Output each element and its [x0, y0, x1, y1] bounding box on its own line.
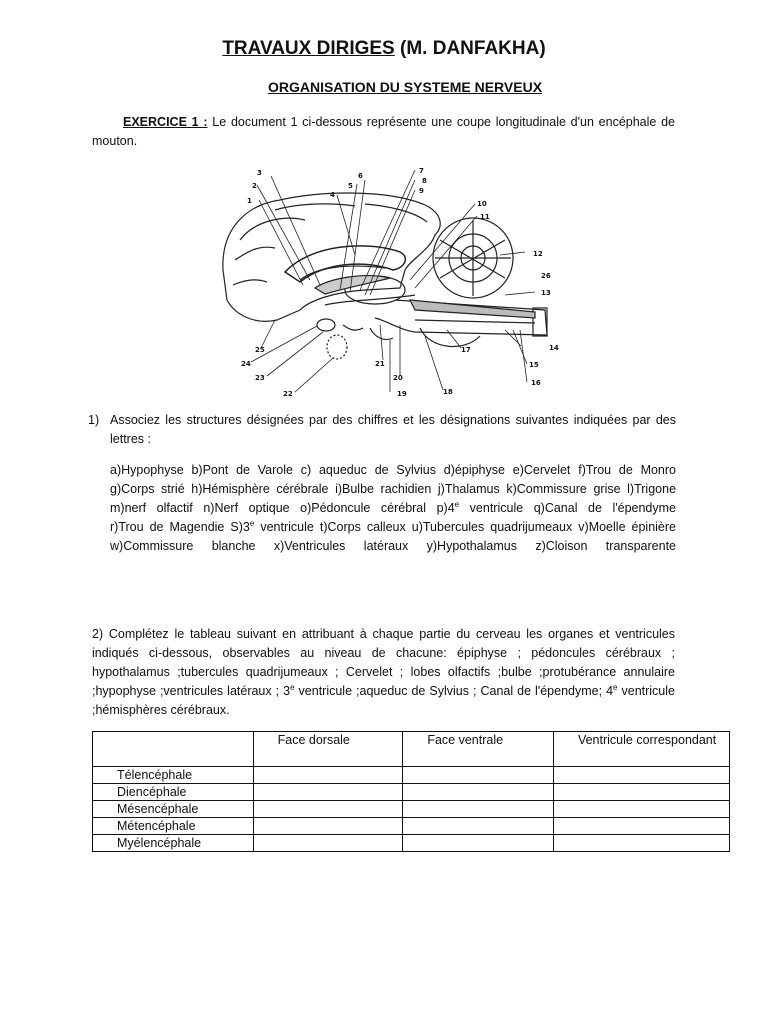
question-1	[88, 411, 676, 449]
answer-cell[interactable]	[553, 801, 729, 818]
question-2-text-a: 2) Complétez le tableau suivant en attribuant à chaque partie du cerveau les organes et ventricules indiqués ci-dessous, observables au niveau de chacune: épiphyse ; pédoncules cérébraux ; hypothalamus ;tubercules quadrijumeaux ; Cervelet ; lobes olfactifs ;bulbe ;protubérance annulaire ;hypophyse ;ventricules latéraux ; 3	[92, 627, 675, 698]
page-subtitle: ORGANISATION DU SYSTEME NERVEUX	[267, 79, 543, 95]
fig-number-13: 13	[541, 289, 551, 297]
fig-number-5: 5	[348, 182, 353, 190]
row-label: Mésencéphale	[93, 801, 254, 818]
question-2-text-b: ventricule ;aqueduc de Sylvius ; Canal de l'épendyme; 4	[294, 684, 614, 698]
option-item: h)Hémisphère cérébrale	[191, 482, 329, 496]
fig-number-15: 15	[529, 361, 539, 369]
option-item: q)Canal de l'épendyme	[533, 501, 677, 515]
table-header-cell	[93, 732, 254, 767]
fig-number-11: 11	[480, 213, 490, 221]
answer-cell[interactable]	[253, 818, 403, 835]
option-item: ventricule	[469, 501, 524, 515]
option-item: i)Bulbe rachidien	[335, 482, 432, 496]
fig-number-6: 6	[358, 172, 363, 180]
fig-number-26: 26	[541, 272, 551, 280]
option-item: o)Pédoncule cérébral	[300, 501, 427, 515]
fig-number-9: 9	[419, 187, 424, 195]
option-item: a)Hypophyse	[110, 463, 184, 477]
option-item: m)nerf olfactif	[110, 501, 193, 515]
option-item: f)Trou de Monro	[578, 463, 676, 477]
option-item-3rd-ventricle	[230, 520, 313, 534]
title-author: (M. DANFAKHA)	[400, 38, 546, 59]
answer-cell[interactable]	[403, 784, 554, 801]
exercise-1-text: Le document 1 ci-dessous représente une coupe longitudinale d'un encéphale de mouton.	[92, 115, 676, 148]
fig-number-8: 8	[422, 177, 427, 185]
answer-cell[interactable]	[553, 818, 729, 835]
fig-number-14: 14	[549, 344, 559, 352]
option-item: e)Cervelet	[512, 463, 571, 477]
title-main: TRAVAUX DIRIGES	[222, 38, 395, 59]
question-1-text: Associez les structures désignées par des chiffres et les désignations suivantes indiquées par des lettres :	[110, 413, 676, 446]
option-item-4th-ventricle	[437, 501, 524, 515]
option-item: j)Thalamus	[437, 482, 500, 496]
answer-table	[92, 731, 730, 852]
table-header-row	[93, 732, 730, 767]
fig-number-24: 24	[241, 360, 251, 368]
answer-cell[interactable]	[253, 767, 403, 784]
option-item: n)Nerf optique	[203, 501, 290, 515]
fig-number-17: 17	[461, 346, 471, 354]
option-item: c) aqueduc de Sylvius	[300, 463, 436, 477]
superscript: e	[454, 499, 460, 509]
answer-cell[interactable]	[403, 767, 554, 784]
brain-section-figure	[215, 160, 560, 400]
row-label: Myélencéphale	[93, 835, 254, 852]
superscript: e	[290, 682, 295, 692]
designation-options	[110, 461, 676, 556]
fig-number-25: 25	[255, 346, 265, 354]
answer-cell[interactable]	[403, 835, 554, 852]
question-2	[92, 625, 675, 720]
option-item: d)épiphyse	[443, 463, 505, 477]
fig-number-23: 23	[255, 374, 265, 382]
page-title	[0, 38, 768, 60]
table-row	[93, 767, 730, 784]
table-header-cell: Face dorsale	[253, 732, 403, 767]
question-1-number: 1)	[88, 413, 100, 427]
superscript: e	[613, 682, 618, 692]
fig-number-7: 7	[419, 167, 424, 175]
row-label: Télencéphale	[93, 767, 254, 784]
answer-cell[interactable]	[253, 784, 403, 801]
option-item: r)Trou de Magendie	[110, 520, 225, 534]
exercise-1-label: EXERCICE 1 :	[123, 115, 208, 129]
answer-cell[interactable]	[253, 835, 403, 852]
option-item: S)3	[230, 520, 250, 534]
superscript: e	[249, 518, 255, 528]
table-row	[93, 801, 730, 818]
table-row	[93, 818, 730, 835]
option-item: x)Ventricules latéraux	[273, 539, 409, 553]
option-item: l)Trigone	[627, 482, 677, 496]
question-2-text-c: ventricule ;hémisphères cérébraux.	[92, 684, 675, 717]
answer-cell[interactable]	[403, 801, 554, 818]
table-row	[93, 784, 730, 801]
fig-number-18: 18	[443, 388, 453, 396]
answer-cell[interactable]	[403, 818, 554, 835]
option-item: g)Corps strié	[110, 482, 185, 496]
fig-number-1: 1	[247, 197, 252, 205]
answer-cell[interactable]	[553, 835, 729, 852]
fig-number-21: 21	[375, 360, 385, 368]
answer-cell[interactable]	[253, 801, 403, 818]
option-item: p)4	[436, 501, 455, 515]
row-label: Métencéphale	[93, 818, 254, 835]
fig-number-12: 12	[533, 250, 543, 258]
table-header-cell: Face ventrale	[403, 732, 554, 767]
fig-number-16: 16	[531, 379, 541, 387]
table-row	[93, 835, 730, 852]
option-item: k)Commissure grise	[506, 482, 621, 496]
fig-number-2: 2	[252, 182, 257, 190]
option-item: y)Hypothalamus	[426, 539, 517, 553]
option-item: u)Tubercules quadrijumeaux	[411, 520, 573, 534]
option-item: t)Corps calleux	[319, 520, 406, 534]
fig-number-20: 20	[393, 374, 403, 382]
option-item: b)Pont de Varole	[191, 463, 293, 477]
option-item: w)Commissure blanche	[110, 539, 256, 553]
row-label: Diencéphale	[93, 784, 254, 801]
fig-number-4: 4	[330, 191, 335, 199]
option-item: v)Moelle épinière	[578, 520, 676, 534]
fig-number-19: 19	[397, 390, 407, 398]
exercise-1-intro	[92, 113, 675, 151]
fig-number-3: 3	[257, 169, 262, 177]
fig-number-10: 10	[477, 200, 487, 208]
table-header-cell: Ventricule correspondant	[553, 732, 729, 767]
answer-cell[interactable]	[553, 784, 729, 801]
option-item: ventricule	[260, 520, 314, 534]
option-item: z)Cloison transparente	[535, 539, 676, 553]
fig-number-22: 22	[283, 390, 293, 398]
answer-cell[interactable]	[553, 767, 729, 784]
